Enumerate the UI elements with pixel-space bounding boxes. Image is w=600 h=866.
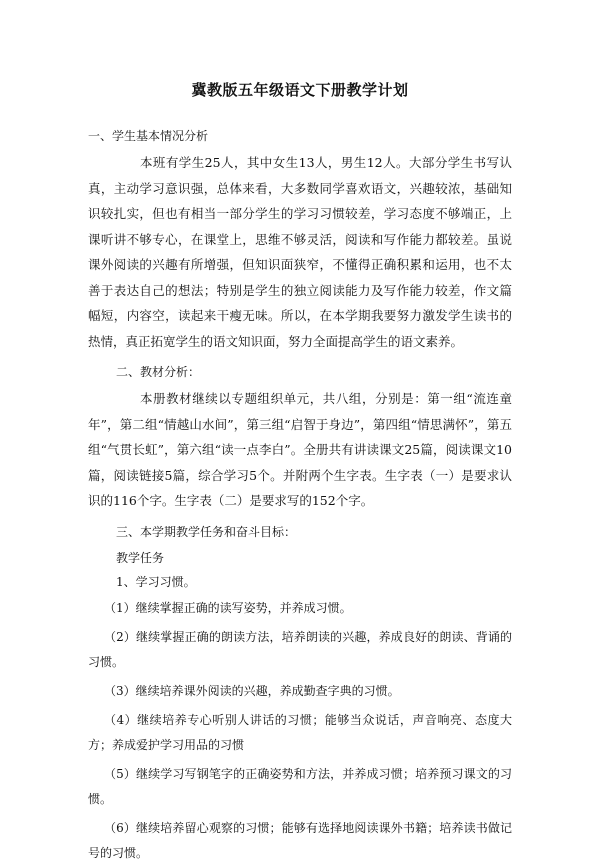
habit-item-2: （2）继续掌握正确的朗读方法，培养朗读的兴趣，养成良好的朗读、背诵的习惯。 bbox=[88, 629, 512, 669]
section-2-paragraph: 本册教材继续以专题组织单元，共八组，分别是：第一组“流连童年”，第二组“情越山水间”，第三组“启智于身边”，第四组“情思满怀”，第五组“气贯长虹”，第六组“读一点李白”。全册共有讲读课文25篇，阅读课文10篇，阅读链接5篇，综合学习5个。并附两个生字表。生字表（一）是要求认识的116个字。生字表（二）是要求写的152个字。 bbox=[88, 391, 512, 508]
habit-item-5: （5）继续学习写钢笔字的正确姿势和方法，并养成习惯；培养预习课文的习惯。 bbox=[88, 766, 512, 806]
habit-item-3: （3）继续培养课外阅读的兴趣，养成勤查字典的习惯。 bbox=[104, 683, 400, 698]
habit-item-6: （6）继续培养留心观察的习惯；能够有选择地阅读课外书籍；培养读书做记号的习惯。 bbox=[88, 820, 512, 860]
habit-item-4: （4）继续培养专心听别人讲话的习惯；能够当众说话，声音响亮、态度大方；养成爱护学习用品的习惯 bbox=[88, 712, 512, 752]
habit-item-1: （1）继续掌握正确的读写姿势，并养成习惯。 bbox=[104, 600, 352, 615]
document-title: 冀教版五年级语文下册教学计划 bbox=[191, 81, 409, 99]
section-2-heading: 二、教材分析： bbox=[116, 365, 201, 379]
study-habits-title: 1、学习习惯。 bbox=[116, 574, 196, 589]
section-1-paragraph: 本班有学生25人，其中女生13人，男生12人。大部分学生书写认真，主动学习意识强，总体来看，大多数同学喜欢语文，兴趣较浓，基础知识较扎实，但也有相当一部分学生的学习习惯较差，学习态度不够端正，上课听讲不够专心，在课堂上，思维不够灵活，阅读和写作能力都较差。虽说课外阅读的兴趣有所增强，但知识面狭窄，不懂得正确积累和运用，也不太善于表达自己的想法；特别是学生的独立阅读能力及写作能力较差，作文篇幅短，内容空，读起来干瘦无味。所以，在本学期我要努力激发学生读书的热情，真正拓宽学生的语文知识面，努力全面提高学生的语文素养。 bbox=[88, 155, 512, 349]
section-3-heading: 三、本学期教学任务和奋斗目标： bbox=[116, 524, 297, 539]
section-1-heading: 一、学生基本情况分析 bbox=[88, 129, 209, 143]
teaching-tasks-subheading: 教学任务 bbox=[116, 550, 165, 565]
